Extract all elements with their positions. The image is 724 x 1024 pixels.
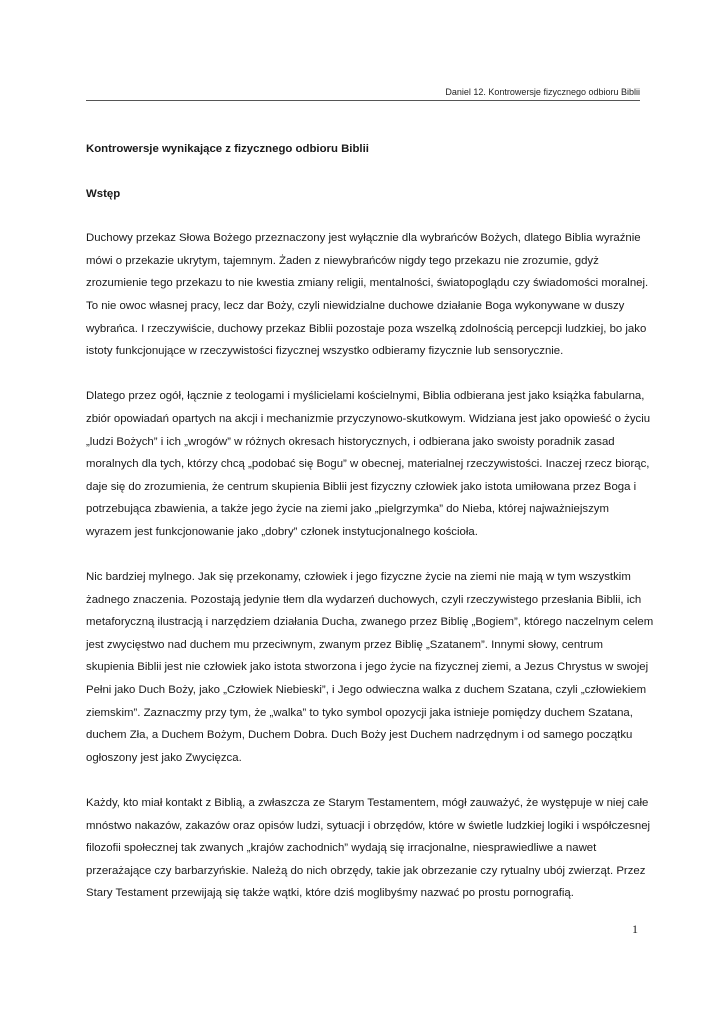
text-line: „ludzi Bożych” i ich „wrogów” w różnych okresach historycznych, i odbierana jako swoisty poradnik zasad: [86, 435, 615, 448]
text-line: metaforyczną ilustracją i narzędziem działania Ducha, zwanego przez Biblię „Bogiem”, którego naczelnym celem: [86, 616, 654, 629]
text-line: zbiór opowiadań opartych na akcji i mechanizmie przyczynowo-skutkowym. Widziana jest jako opowieść o życiu: [86, 412, 651, 425]
text-line: mówi o przekazie ukrytym, tajemnym. Żaden z niewybrańców nigdy tego przekazu nie zrozumie, gdyż: [86, 254, 599, 267]
page-number: 1: [632, 922, 638, 936]
text-line: żadnego znaczenia. Pozostają jedynie tłem dla wydarzeń duchowych, czyli rzeczywistego przesłania Biblii, ich: [86, 593, 642, 606]
paragraph: [86, 385, 651, 543]
text-line: Nic bardziej mylnego. Jak się przekonamy, człowiek i jego fizyczne życie na ziemi nie mają w tym wszystkim: [86, 571, 631, 584]
paragraph: [86, 227, 649, 363]
section-heading: Wstęp: [86, 187, 121, 200]
paragraph: [86, 566, 654, 769]
text-line: Każdy, kto miał kontakt z Biblią, a zwłaszcza ze Starym Testamentem, mógł zauważyć, że występuje w niej całe: [86, 797, 649, 810]
text-line: duchem Zła, a Duchem Bożym, Duchem Dobra. Duch Boży jest Duchem nadrzędnym i od samego początku: [86, 729, 633, 742]
text-line: Stary Testament przewijają się także wątki, które dziś moglibyśmy nazwać po prostu pornografią.: [86, 887, 574, 900]
text-line: moralnych dla tych, którzy chcą „podobać się Bogu” w obecnej, materialnej rzeczywistości. Inaczej rzecz biorąc,: [86, 458, 650, 471]
running-header: Daniel 12. Kontrowersje fizycznego odbioru Biblii: [445, 87, 640, 97]
text-line: zrozumienie tego przekazu to nie kwestia zmiany religii, mentalności, światopoglądu czy świadomości moralnej.: [86, 277, 649, 290]
text-line: Duchowy przekaz Słowa Bożego przeznaczony jest wyłącznie dla wybrańców Bożych, dlatego Biblia wyraźnie: [86, 232, 641, 245]
text-line: daje się do zrozumienia, że centrum skupienia Biblii jest fizyczny człowiek jako istota umiłowana przez Boga i: [86, 480, 637, 493]
header-rule: [86, 100, 640, 101]
text-line: istoty funkcjonujące w rzeczywistości fizycznej wszystko odbieramy fizycznie lub sensorycznie.: [86, 345, 564, 358]
text-line: Dlatego przez ogół, łącznie z teologami i myślicielami kościelnymi, Biblia odbierana jest jako książka fabularna,: [86, 390, 645, 403]
text-line: To nie owoc własnej pracy, lecz dar Boży, czyli niewidzialne duchowe działanie Boga wykonywane w duszy: [86, 299, 625, 312]
text-line: filozofii społecznej tak zwanych „krajów zachodnich” wydają się irracjonalne, niesprawiedliwe a nawet: [86, 842, 597, 855]
text-line: Pełni jako Duch Boży, jako „Człowiek Niebieski”, i Jego odwieczna walka z duchem Szatana, czyli „człowiekiem: [86, 684, 647, 697]
text-line: przerażające czy barbarzyńskie. Należą do nich obrzędy, takie jak obrzezanie czy rytualny ubój zwierząt. Przez: [86, 864, 646, 877]
text-line: mnóstwo nakazów, zakazów oraz opisów ludzi, sytuacji i obrzędów, które w świetle ludzkiej logiki i współczesnej: [86, 819, 651, 832]
document-title: Kontrowersje wynikające z fizycznego odbioru Biblii: [86, 143, 369, 155]
text-line: ogłoszony jest jako Zwycięzca.: [86, 751, 242, 764]
text-line: wybrańca. I rzeczywiście, duchowy przekaz Biblii pozostaje poza wszelką zdolnością percepcji ludzkiej, bo jako: [86, 322, 647, 335]
text-line: skupienia Biblii jest nie człowiek jako istota stworzona i jego życie na fizycznej ziemi, a Jezus Chrystus w swojej: [86, 661, 649, 674]
text-line: jest zwycięstwo nad duchem mu przeciwnym, zwanym przez Biblię „Szatanem”. Innymi słowy, centrum: [86, 638, 603, 651]
document-body: [86, 138, 654, 928]
text-line: wyrazem jest funkcjonowanie jako „dobry” członek instytucjonalnego kościoła.: [86, 525, 478, 538]
paragraph: [86, 792, 651, 905]
text-line: potrzebująca zbawienia, a także jego życie na ziemi jako „pielgrzymka” do Nieba, której najważniejszym: [86, 503, 609, 516]
text-line: ziemskim”. Zaznaczmy przy tym, że „walka” to tyko symbol opozycji jaka istnieje pomiędzy duchem Szatana,: [86, 706, 633, 719]
